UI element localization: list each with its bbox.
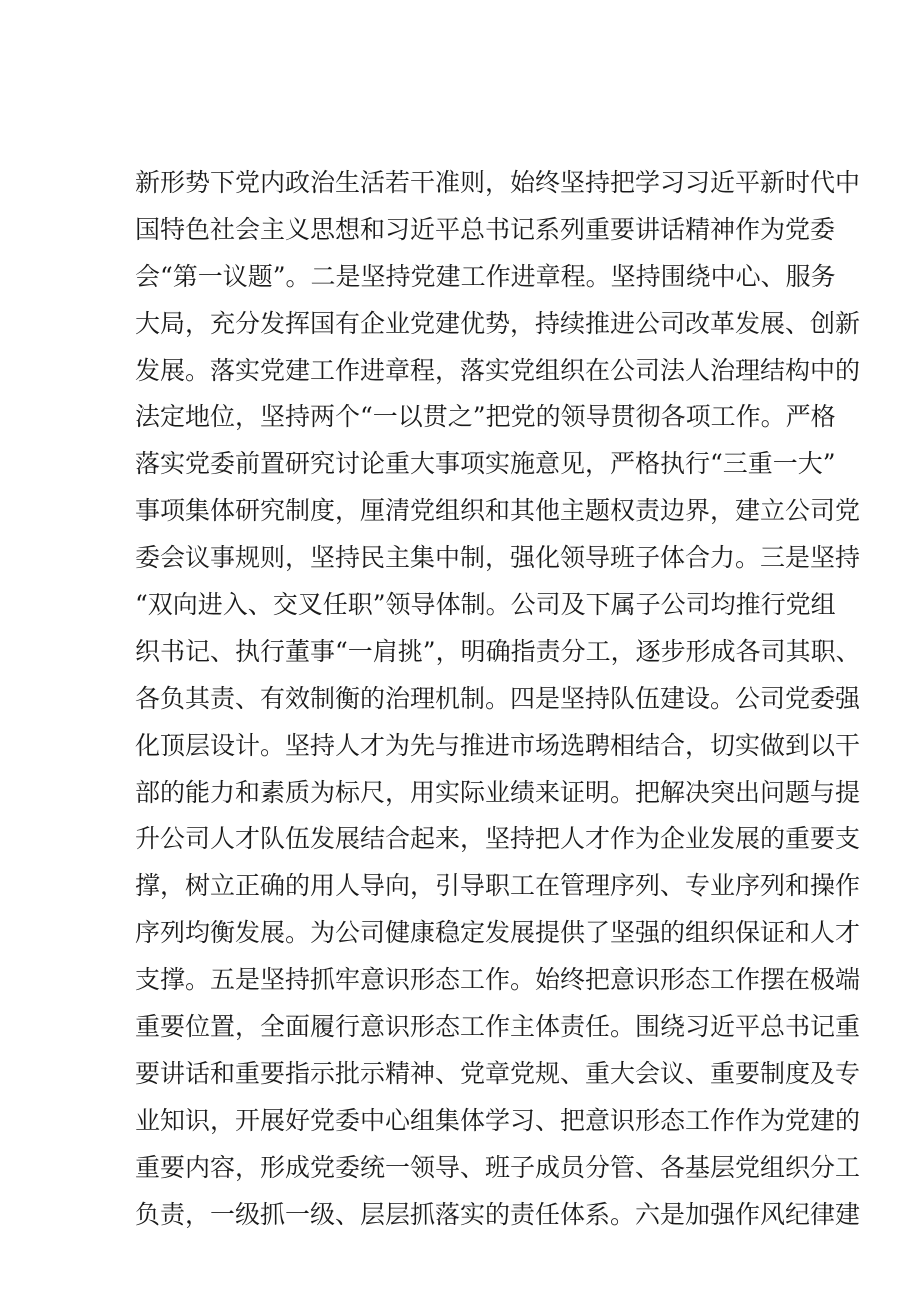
text-line: 织书记、执行董事“一肩挑”，明确指责分工，逐步形成各司其职、 bbox=[135, 636, 861, 666]
text-line: 国特色社会主义思想和习近平总书记系列重要讲话精神作为党委 bbox=[135, 214, 836, 244]
text-line: 事项集体研究制度，厘清党组织和其他主题权责边界，建立公司党 bbox=[135, 496, 861, 526]
text-line: “双向进入、交叉任职”领导体制。公司及下属子公司均推行党组 bbox=[135, 590, 836, 620]
text-line: 各负其责、有效制衡的治理机制。四是坚持队伍建设。公司党委强 bbox=[135, 683, 861, 713]
text-line: 业知识，开展好党委中心组集体学习、把意识形态工作作为党建的 bbox=[135, 1105, 861, 1135]
text-line: 落实党委前置研究讨论重大事项实施意见，严格执行“三重一大” bbox=[135, 449, 836, 479]
text-line: 化顶层设计。坚持人才为先与推进市场选聘相结合，切实做到以干 bbox=[135, 730, 861, 760]
text-line: 升公司人才队伍发展结合起来，坚持把人才作为企业发展的重要支 bbox=[135, 824, 861, 854]
text-line: 负责，一级抓一级、层层抓落实的责任体系。六是加强作风纪律建 bbox=[135, 1199, 861, 1229]
text-line: 发展。落实党建工作进章程，落实党组织在公司法人治理结构中的 bbox=[135, 355, 861, 385]
text-line: 序列均衡发展。为公司健康稳定发展提供了坚强的组织保证和人才 bbox=[135, 918, 861, 948]
text-line: 大局，充分发挥国有企业党建优势，持续推进公司改革发展、创新 bbox=[135, 308, 861, 338]
text-line: 要讲话和重要指示批示精神、党章党规、重大会议、重要制度及专 bbox=[135, 1058, 861, 1088]
text-line: 部的能力和素质为标尺，用实际业绩来证明。把解决突出问题与提 bbox=[135, 777, 861, 807]
text-line: 会“第一议题”。二是坚持党建工作进章程。坚持围绕中心、服务 bbox=[135, 261, 836, 291]
text-line: 重要内容，形成党委统一领导、班子成员分管、各基层党组织分工 bbox=[135, 1152, 861, 1182]
text-line: 重要位置，全面履行意识形态工作主体责任。围绕习近平总书记重 bbox=[135, 1012, 861, 1042]
body-paragraph bbox=[135, 160, 861, 1238]
text-line: 法定地位，坚持两个“一以贯之”把党的领导贯彻各项工作。严格 bbox=[135, 402, 836, 432]
text-line: 委会议事规则，坚持民主集中制，强化领导班子体合力。三是坚持 bbox=[135, 543, 861, 573]
text-line: 新形势下党内政治生活若干准则，始终坚持把学习习近平新时代中 bbox=[135, 168, 861, 197]
text-line: 撑，树立正确的用人导向，引导职工在管理序列、专业序列和操作 bbox=[135, 871, 861, 901]
text-line: 支撑。五是坚持抓牢意识形态工作。始终把意识形态工作摆在极端 bbox=[135, 965, 861, 995]
